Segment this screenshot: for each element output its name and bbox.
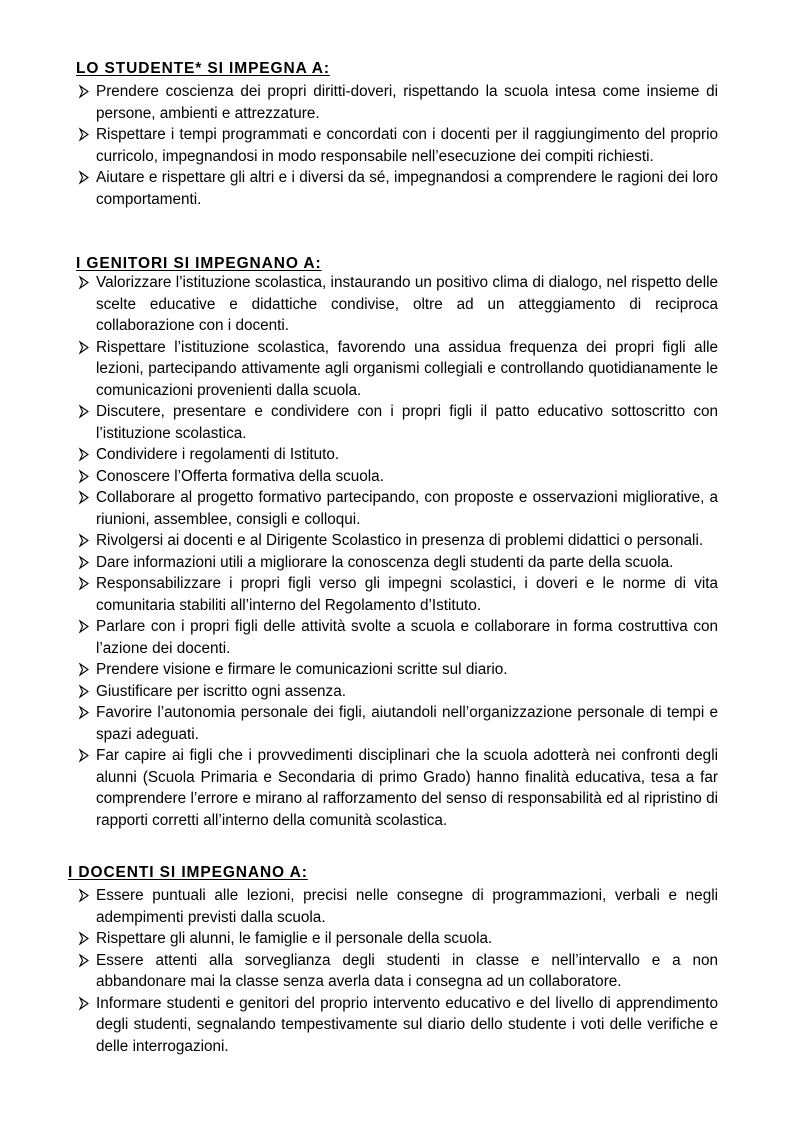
- list-item-text: Rispettare gli alunni, le famiglie e il personale della scuola.: [96, 930, 493, 947]
- list-item: [96, 530, 718, 552]
- list-item: [96, 337, 718, 402]
- list-item-text: Essere puntuali alle lezioni, precisi nelle consegne di programmazioni, verbali e negli adempimenti previsti dalla scuola.: [96, 887, 718, 926]
- list-item: [96, 745, 718, 831]
- list-item: [96, 616, 718, 659]
- list-item: [96, 573, 718, 616]
- list-item: [96, 272, 718, 337]
- section-heading: I GENITORI SI IMPEGNANO A:: [76, 255, 322, 272]
- list-item: [96, 928, 718, 950]
- arrow-bullet-icon: [78, 272, 92, 294]
- arrow-bullet-icon: [78, 616, 92, 638]
- arrow-bullet-icon: [78, 885, 92, 907]
- list-item-text: Favorire l’autonomia personale dei figli, aiutandoli nell’organizzazione personale di tempi e spazi adeguati.: [96, 704, 718, 743]
- arrow-bullet-icon: [78, 337, 92, 359]
- list-item-text: Far capire ai figli che i provvedimenti disciplinari che la scuola adotterà nei confronti degli alunni (Scuola Primaria e Secondaria di primo Grado) hanno finalità educativa, tesa a far comprendere l’errore e mirano al rafforzamento del senso di responsabilità ed al ripristino di rapporti corretti all’interno della comunità scolastica.: [96, 747, 718, 829]
- list-item: [96, 552, 718, 574]
- list-item: [96, 950, 718, 993]
- list-item-text: Collaborare al progetto formativo partecipando, con proposte e osservazioni migliorative, a riunioni, assemblee, consigli e colloqui.: [96, 489, 718, 528]
- list-item-text: Prendere coscienza dei propri diritti-doveri, rispettando la scuola intesa come insieme di persone, ambienti e attrezzature.: [96, 83, 718, 122]
- list-item: [96, 167, 718, 210]
- list-item: [96, 81, 718, 124]
- arrow-bullet-icon: [78, 993, 92, 1015]
- section-heading: I DOCENTI SI IMPEGNANO A:: [68, 864, 308, 881]
- list-item-text: Parlare con i propri figli delle attività svolte a scuola e collaborare in forma costruttiva con l’azione dei docenti.: [96, 618, 718, 657]
- list-item-text: Aiutare e rispettare gli altri e i diversi da sé, impegnandosi a comprendere le ragioni dei loro comportamenti.: [96, 169, 718, 208]
- arrow-bullet-icon: [78, 659, 92, 681]
- arrow-bullet-icon: [78, 124, 92, 146]
- arrow-bullet-icon: [78, 167, 92, 189]
- list-item: [96, 487, 718, 530]
- arrow-bullet-icon: [78, 681, 92, 703]
- arrow-bullet-icon: [78, 530, 92, 552]
- list-item-text: Condividere i regolamenti di Istituto.: [96, 446, 340, 463]
- list-item: [96, 993, 718, 1058]
- list-item-text: Rispettare l’istituzione scolastica, favorendo una assidua frequenza dei propri figli alle lezioni, partecipando attivamente agli organismi collegiali e controllando quotidianamente le comunicazioni provenienti dalla scuola.: [96, 338, 718, 399]
- arrow-bullet-icon: [78, 745, 92, 767]
- arrow-bullet-icon: [78, 401, 92, 423]
- arrow-bullet-icon: [78, 573, 92, 595]
- list-item-text: Dare informazioni utili a migliorare la conoscenza degli studenti da parte della scuola.: [96, 553, 674, 571]
- list-item-text: Rispettare i tempi programmati e concordati con i docenti per il raggiungimento del proprio curricolo, impegnandosi in modo responsabile nell’esecuzione dei compiti richiesti.: [96, 126, 718, 165]
- list-item-text: Valorizzare l’istituzione scolastica, instaurando un positivo clima di dialogo, nel rispetto delle scelte educative e didattiche condivise, oltre ad un atteggiamento di reciproca collaborazione con i docenti.: [96, 274, 718, 334]
- arrow-bullet-icon: [78, 444, 92, 466]
- list-item-text: Conoscere l’Offerta formativa della scuola.: [96, 467, 384, 485]
- list-item: [96, 885, 718, 928]
- commitment-list: [96, 81, 718, 210]
- arrow-bullet-icon: [78, 702, 92, 724]
- arrow-bullet-icon: [78, 928, 92, 950]
- commitment-list: [96, 885, 718, 1057]
- list-item-text: Responsabilizzare i propri figli verso gli impegni scolastici, i doveri e le norme di vita comunitaria stabiliti all’interno del Regolamento d’Istituto.: [96, 575, 718, 614]
- list-item: [96, 401, 718, 444]
- list-item-text: Essere attenti alla sorveglianza degli studenti in classe e nell’intervallo e a non abbandonare mai la classe senza averla data i consegna ad un collaboratore.: [96, 951, 718, 990]
- arrow-bullet-icon: [78, 466, 92, 488]
- commitment-list: [96, 272, 718, 831]
- arrow-bullet-icon: [78, 487, 92, 509]
- list-item-text: Rivolgersi ai docenti e al Dirigente Scolastico in presenza di problemi didattici o personali.: [96, 532, 704, 549]
- section-heading: LO STUDENTE* SI IMPEGNA A:: [76, 60, 330, 77]
- arrow-bullet-icon: [78, 950, 92, 972]
- arrow-bullet-icon: [78, 552, 92, 574]
- list-item: [96, 466, 718, 488]
- list-item: [96, 444, 718, 466]
- list-item-text: Giustificare per iscritto ogni assenza.: [96, 682, 346, 700]
- list-item: [96, 124, 718, 167]
- list-item: [96, 681, 718, 703]
- list-item: [96, 702, 718, 745]
- list-item-text: Prendere visione e firmare le comunicazioni scritte sul diario.: [96, 661, 508, 678]
- list-item-text: Informare studenti e genitori del proprio intervento educativo e del livello di apprendimento degli studenti, segnalando tempestivamente sul diario dello studente i voti delle verifiche e delle interrogazioni.: [96, 994, 718, 1055]
- arrow-bullet-icon: [78, 81, 92, 103]
- list-item: [96, 659, 718, 681]
- list-item-text: Discutere, presentare e condividere con i propri figli il patto educativo sottoscritto con l’istituzione scolastica.: [96, 403, 718, 442]
